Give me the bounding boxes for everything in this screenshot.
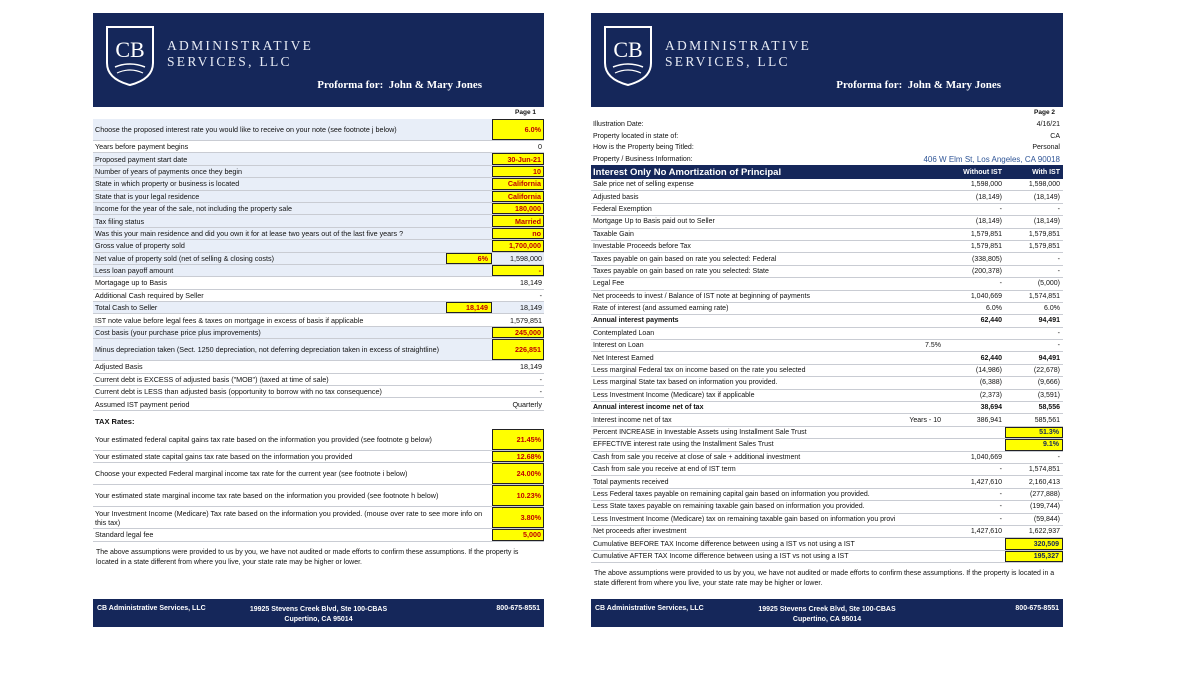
assumption-label: Cost basis (your purchase price plus improvements)	[95, 328, 261, 338]
assumption-label: Current debt is EXCESS of adjusted basis ("MOB") (taxed at time of sale)	[95, 374, 329, 384]
page-footer	[591, 599, 1063, 627]
comparison-table	[591, 179, 1063, 563]
assumptions-table	[93, 119, 544, 411]
assumption-label: State that is your legal residence	[95, 191, 200, 201]
assumption-label: Your estimated state marginal income tax rate based on the information you provided (see footnote h below)	[95, 491, 439, 501]
info-row	[591, 142, 1063, 154]
comparison-row	[591, 365, 1063, 377]
comparison-label: Contemplated Loan	[593, 329, 655, 337]
column-header-with-ist: With IST	[1032, 168, 1060, 176]
comparison-row	[591, 439, 1063, 451]
comparison-label: Percent INCREASE in Investable Assets using Installment Sale Trust	[593, 429, 807, 436]
assumption-label: Choose your expected Federal marginal income tax rate for the current year (see footnote i below)	[95, 469, 408, 479]
assumption-label: Years before payment begins	[95, 142, 189, 152]
footer-address: 19925 Stevens Creek Blvd, Ste 100-CBAS Cupertino, CA 95014	[758, 606, 896, 623]
comparison-row	[591, 340, 1063, 352]
assumption-row	[93, 374, 544, 386]
footer-phone: 800-675-8551	[1015, 605, 1059, 612]
proforma-title: Proforma for: John & Mary Jones	[317, 79, 482, 91]
assumption-value: 18,149	[520, 278, 542, 288]
comparison-label: Net proceeds after investment	[593, 528, 687, 536]
assumption-input[interactable]: 6%	[446, 253, 492, 264]
without-ist-value	[947, 340, 1005, 351]
without-ist-value: 62,440	[980, 317, 1002, 325]
assumption-value: -	[539, 290, 542, 300]
without-ist-value: 1,040,669	[970, 453, 1002, 461]
with-ist-value: (22,678)	[1033, 367, 1060, 375]
with-ist-value: -	[1057, 267, 1060, 275]
comparison-label: Cumulative BEFORE TAX Income difference between using a IST vs not using a IST	[593, 540, 855, 548]
page-header	[591, 13, 1063, 107]
comparison-row	[591, 229, 1063, 241]
assumption-row	[93, 302, 544, 314]
comparison-label: Taxes payable on gain based on rate you selected: Federal	[593, 255, 777, 263]
assumption-row	[93, 277, 544, 289]
assumption-value: 1,579,851	[510, 315, 542, 325]
comparison-row	[591, 253, 1063, 265]
assumption-label: Tax filing status	[95, 216, 145, 226]
assumption-label: Proposed payment start date	[95, 154, 188, 164]
with-ist-value: (59,844)	[1033, 515, 1060, 523]
info-label: How is the Property being Titled:	[593, 144, 694, 152]
with-ist-value: (18,149)	[1033, 218, 1060, 226]
with-ist-value: -	[1057, 453, 1060, 461]
assumption-value[interactable]: no	[492, 228, 544, 239]
without-ist-value: (338,805)	[972, 255, 1002, 263]
with-ist-value: 585,561	[1034, 416, 1060, 424]
comparison-label: Taxes payable on gain based on rate you selected: State	[593, 267, 769, 275]
assumption-input[interactable]: 18,149	[446, 302, 492, 313]
proforma-page-2	[591, 13, 1063, 627]
without-ist-value: -	[999, 280, 1002, 288]
assumption-row	[93, 398, 544, 410]
assumption-label: Your estimated state capital gains tax rate based on the information you provided	[95, 452, 353, 461]
assumption-label: IST note value before legal fees & taxes on mortgage in excess of basis if applicable	[95, 315, 364, 325]
with-ist-value: 58,556	[1038, 404, 1060, 412]
comparison-label: Interest income net of tax	[593, 416, 672, 424]
without-ist-value: -	[999, 490, 1002, 498]
without-ist-value: (6,388)	[979, 379, 1002, 387]
section-band-title: Interest Only No Amortization of Principal	[593, 166, 782, 178]
comparison-label: Mortgage Up to Basis paid out to Seller	[593, 218, 715, 226]
comparison-label: Less State taxes payable on remaining taxable gain based on information you provided.	[593, 503, 865, 511]
assumption-value[interactable]: 5,000	[492, 529, 544, 540]
without-ist-value: 1,598,000	[970, 181, 1002, 189]
without-ist-value: 1,040,669	[970, 292, 1002, 300]
assumption-row	[93, 191, 544, 203]
without-ist-value: (200,378)	[972, 267, 1002, 275]
assumption-row	[93, 228, 544, 240]
comparison-label: Adjusted basis	[593, 193, 639, 201]
comparison-row	[591, 179, 1063, 191]
comparison-label: Annual interest income net of tax	[593, 404, 704, 412]
info-value: 4/16/21	[1036, 121, 1060, 129]
without-ist-value: (18,149)	[975, 218, 1002, 226]
comparison-row	[591, 291, 1063, 303]
assumption-value[interactable]: 10.23%	[492, 485, 544, 506]
assumption-label: Choose the proposed interest rate you would like to receive on your note (see footnote j below)	[95, 125, 397, 134]
assumption-label: Your Investment Income (Medicare) Tax rate based on the information you provided. (mouse over rate to see more info on this tax)	[95, 508, 483, 527]
assumption-value: 18,149	[520, 303, 542, 313]
assumption-row	[93, 386, 544, 398]
without-ist-value: 62,440	[980, 354, 1002, 362]
comparison-label: Rate of interest (and assumed earning rate)	[593, 305, 729, 313]
assumption-label: Standard legal fee	[95, 530, 154, 540]
property-info	[591, 119, 1063, 165]
assumption-value[interactable]: 6.0%	[492, 119, 544, 140]
assumption-value[interactable]: 24.00%	[492, 463, 544, 484]
comparison-label: Federal Exemption	[593, 205, 652, 213]
with-ist-value: 1,574,851	[1028, 292, 1060, 300]
comparison-row	[591, 191, 1063, 203]
with-ist-value: 9.1%	[1005, 439, 1063, 450]
comparison-row	[591, 489, 1063, 501]
assumption-row	[93, 203, 544, 215]
comparison-row	[591, 390, 1063, 402]
assumption-label: Was this your main residence and did you own it for at lease two years out of the last five years ?	[95, 228, 404, 238]
assumption-value: 0	[538, 142, 542, 152]
assumption-row	[93, 429, 544, 451]
with-ist-value: (3,591)	[1037, 391, 1060, 399]
assumption-value[interactable]: Married	[492, 215, 544, 226]
assumption-value[interactable]: California	[492, 178, 544, 189]
assumption-row	[93, 290, 544, 302]
comparison-label: Cash from sale you receive at end of IST term	[593, 466, 736, 474]
cb-shield-logo-icon	[103, 23, 157, 87]
section-band	[591, 165, 1063, 179]
proforma-page-1	[93, 13, 544, 627]
comparison-row	[591, 352, 1063, 364]
column-header-without-ist: Without IST	[963, 168, 1002, 176]
page-header	[93, 13, 544, 107]
assumption-row	[93, 119, 544, 141]
without-ist-value	[947, 538, 1005, 549]
without-ist-value: -	[999, 503, 1002, 511]
assumption-label: Current debt is LESS than adjusted basis (opportunity to borrow with no tax consequence)	[95, 387, 382, 397]
comparison-row	[591, 452, 1063, 464]
comparison-label: Less marginal State tax based on information you provided.	[593, 379, 778, 387]
comparison-label: Net Interest Earned	[593, 354, 654, 362]
assumption-label: Net value of property sold (net of selling & closing costs)	[95, 253, 274, 263]
assumption-value[interactable]: -	[492, 265, 544, 276]
assumption-value: -	[539, 374, 542, 384]
with-ist-value: 6.0%	[1044, 305, 1060, 313]
without-ist-value: 1,579,851	[970, 243, 1002, 251]
assumption-row	[93, 166, 544, 178]
assumption-label: Number of years of payments once they begin	[95, 166, 243, 176]
comparison-label: Less marginal Federal tax on income based on the rate you selected	[593, 367, 806, 375]
assumption-label: Gross value of property sold	[95, 241, 185, 251]
without-ist-value: 1,427,610	[970, 528, 1002, 536]
comparison-label: Total payments received	[593, 478, 669, 486]
without-ist-value: 1,579,851	[970, 230, 1002, 238]
comparison-label: Sale price net of selling expense	[593, 181, 694, 189]
page-number: Page 2	[1034, 109, 1055, 116]
page-footer	[93, 599, 544, 627]
assumption-row	[93, 463, 544, 485]
comparison-label: Legal Fee	[593, 280, 625, 288]
company-name: ADMINISTRATIVE SERVICES, LLC	[167, 38, 314, 69]
assumption-label: Less loan payoff amount	[95, 266, 174, 276]
assumption-label: Mortagage up to Basis	[95, 278, 167, 288]
company-name: ADMINISTRATIVE SERVICES, LLC	[665, 38, 812, 69]
with-ist-value: 1,574,851	[1028, 466, 1060, 474]
comparison-row	[591, 414, 1063, 426]
with-ist-value: (9,666)	[1037, 379, 1060, 387]
comparison-row	[591, 427, 1063, 439]
assumption-row	[93, 141, 544, 153]
assumption-row	[93, 314, 544, 326]
info-label: Illustration Date:	[593, 121, 644, 129]
comparison-row	[591, 315, 1063, 327]
proforma-title: Proforma for: John & Mary Jones	[836, 79, 1001, 91]
info-value: CA	[1050, 132, 1060, 140]
without-ist-value: -	[999, 205, 1002, 213]
assumption-row	[93, 253, 544, 265]
with-ist-value: 2,160,413	[1028, 478, 1060, 486]
without-ist-value: 386,941	[976, 416, 1002, 424]
without-ist-value: (2,373)	[979, 391, 1002, 399]
without-ist-value: -	[999, 466, 1002, 474]
comparison-label: Less Investment Income (Medicare) tax if applicable	[593, 391, 755, 399]
assumption-value[interactable]: 3.80%	[492, 507, 544, 528]
without-ist-value	[947, 328, 1005, 339]
comparison-row	[591, 216, 1063, 228]
tax-rates-table	[93, 429, 544, 542]
comparison-row	[591, 501, 1063, 513]
with-ist-value: 1,579,851	[1028, 243, 1060, 251]
assumption-value: -	[539, 387, 542, 397]
assumption-label: Your estimated federal capital gains tax rate based on the information you provided (see footnote g below)	[95, 434, 432, 444]
info-label: Property located in state of:	[593, 132, 679, 140]
assumption-value[interactable]: 245,000	[492, 327, 544, 338]
with-ist-value: -	[1057, 329, 1060, 337]
assumption-label: State in which property or business is located	[95, 179, 240, 189]
without-ist-value: 6.0%	[986, 305, 1002, 313]
assumption-row	[93, 178, 544, 190]
assumption-value[interactable]: 1,700,000	[492, 240, 544, 251]
footer-phone: 800-675-8551	[496, 605, 540, 612]
tax-rates-heading: TAX Rates:	[95, 416, 135, 426]
info-row	[591, 131, 1063, 143]
info-value: 406 W Elm St, Los Angeles, CA 90018	[923, 154, 1060, 164]
svg-text:CB: CB	[115, 37, 145, 62]
page-number: Page 1	[515, 109, 536, 116]
assumption-value[interactable]: 180,000	[492, 203, 544, 214]
assumption-label: Minus depreciation taken (Sect. 1250 depreciation, not deferring depreciation taken in excess of straightline)	[95, 345, 440, 355]
with-ist-value: 51.3%	[1005, 427, 1063, 438]
info-row	[591, 119, 1063, 131]
comparison-row	[591, 303, 1063, 315]
comparison-label: Cumulative AFTER TAX Income difference between using a IST vs not using a IST	[593, 552, 849, 560]
cb-shield-logo-icon	[601, 23, 655, 87]
assumption-label: Total Cash to Seller	[95, 303, 158, 313]
with-ist-value: (5,000)	[1037, 280, 1060, 288]
with-ist-value: -	[1057, 342, 1060, 350]
comparison-row	[591, 514, 1063, 526]
with-ist-value: 94,491	[1038, 354, 1060, 362]
with-ist-value: 1,598,000	[1028, 181, 1060, 189]
assumption-value: 18,149	[520, 362, 542, 372]
footer-company: CB Administrative Services, LLC	[595, 605, 704, 612]
comparison-label: EFFECTIVE interest rate using the Installment Sales Trust	[593, 441, 774, 449]
with-ist-value: -	[1057, 255, 1060, 263]
disclaimer-note: The above assumptions were provided to us by you, we have not audited or made efforts to confirm these assumptions. If the property is located in a state different from where you live, your state rate may be higher or lower.	[594, 570, 1055, 588]
footer-company: CB Administrative Services, LLC	[97, 605, 206, 612]
comparison-label: Cash from sale you receive at close of sale + additional investment	[593, 453, 801, 461]
without-ist-value	[947, 551, 1005, 562]
comparison-label: Less Federal taxes payable on remaining capital gain based on information you provided.	[593, 490, 870, 498]
assumption-value[interactable]: 226,851	[492, 339, 544, 360]
assumption-label: Assumed IST payment period	[95, 399, 190, 409]
assumption-value: 1,598,000	[510, 253, 542, 263]
comparison-extra: Years - 10	[909, 416, 941, 424]
assumption-row	[93, 451, 544, 463]
assumption-value: Quarterly	[512, 399, 542, 409]
svg-text:CB: CB	[613, 37, 643, 62]
comparison-row	[591, 278, 1063, 290]
assumption-value[interactable]: California	[492, 191, 544, 202]
without-ist-value: 38,694	[980, 404, 1002, 412]
without-ist-value: 1,427,610	[970, 478, 1002, 486]
comparison-label: Investable Proceeds before Tax	[593, 243, 691, 251]
footer-address: 19925 Stevens Creek Blvd, Ste 100-CBAS Cupertino, CA 95014	[249, 606, 388, 623]
comparison-label: Taxable Gain	[593, 230, 634, 238]
assumption-row	[93, 529, 544, 541]
assumption-value[interactable]: 30-Jun-21	[492, 153, 544, 164]
assumption-value[interactable]: 21.45%	[492, 429, 544, 450]
info-row	[591, 154, 1063, 166]
with-ist-value: (199,744)	[1030, 503, 1060, 511]
info-value: Personal	[1032, 144, 1060, 152]
assumption-value[interactable]: 12.68%	[492, 451, 544, 462]
comparison-row	[591, 204, 1063, 216]
assumption-row	[93, 507, 544, 529]
with-ist-value: 1,579,851	[1028, 230, 1060, 238]
assumption-label: Adjusted Basis	[95, 362, 143, 372]
assumption-row	[93, 240, 544, 252]
without-ist-value: (18,149)	[975, 193, 1002, 201]
without-ist-value	[947, 427, 1005, 438]
comparison-extra: 7.5%	[925, 342, 941, 350]
comparison-label: Annual interest payments	[593, 317, 679, 325]
comparison-row	[591, 377, 1063, 389]
comparison-row	[591, 328, 1063, 340]
comparison-label: Net proceeds to invest / Balance of IST note at beginning of payments	[593, 292, 811, 300]
with-ist-value: (18,149)	[1033, 193, 1060, 201]
assumption-row	[93, 485, 544, 507]
assumption-value[interactable]: 10	[492, 166, 544, 177]
comparison-label: Interest on Loan	[593, 342, 644, 350]
with-ist-value: 1,622,937	[1028, 528, 1060, 536]
with-ist-value: 94,491	[1038, 317, 1060, 325]
comparison-row	[591, 526, 1063, 538]
comparison-row	[591, 464, 1063, 476]
comparison-row	[591, 551, 1063, 563]
info-label: Property / Business Information:	[593, 155, 693, 163]
with-ist-value: (277,888)	[1030, 490, 1060, 498]
without-ist-value: (14,986)	[975, 367, 1002, 375]
without-ist-value: -	[999, 515, 1002, 523]
with-ist-value: 320,509	[1005, 538, 1063, 549]
assumption-row	[93, 361, 544, 373]
assumption-row	[93, 153, 544, 165]
with-ist-value: -	[1057, 205, 1060, 213]
comparison-row	[591, 538, 1063, 550]
comparison-row	[591, 476, 1063, 488]
assumption-row	[93, 327, 544, 339]
assumption-label: Additional Cash required by Seller	[95, 290, 204, 300]
comparison-row	[591, 402, 1063, 414]
comparison-row	[591, 266, 1063, 278]
comparison-label: Less Investment Income (Medicare) tax on remaining taxable gain based on information you provi	[593, 515, 896, 523]
comparison-row	[591, 241, 1063, 253]
assumption-row	[93, 215, 544, 227]
assumption-row	[93, 265, 544, 277]
without-ist-value	[947, 439, 1005, 450]
assumption-label: Income for the year of the sale, not including the property sale	[95, 204, 292, 214]
disclaimer-note: The above assumptions were provided to us by you, we have not audited or made efforts to confirm these assumptions. If the property is located in a state different from where you live, your state rate may be higher or lower.	[96, 548, 519, 566]
assumption-row	[93, 339, 544, 361]
with-ist-value: 195,327	[1005, 551, 1063, 562]
